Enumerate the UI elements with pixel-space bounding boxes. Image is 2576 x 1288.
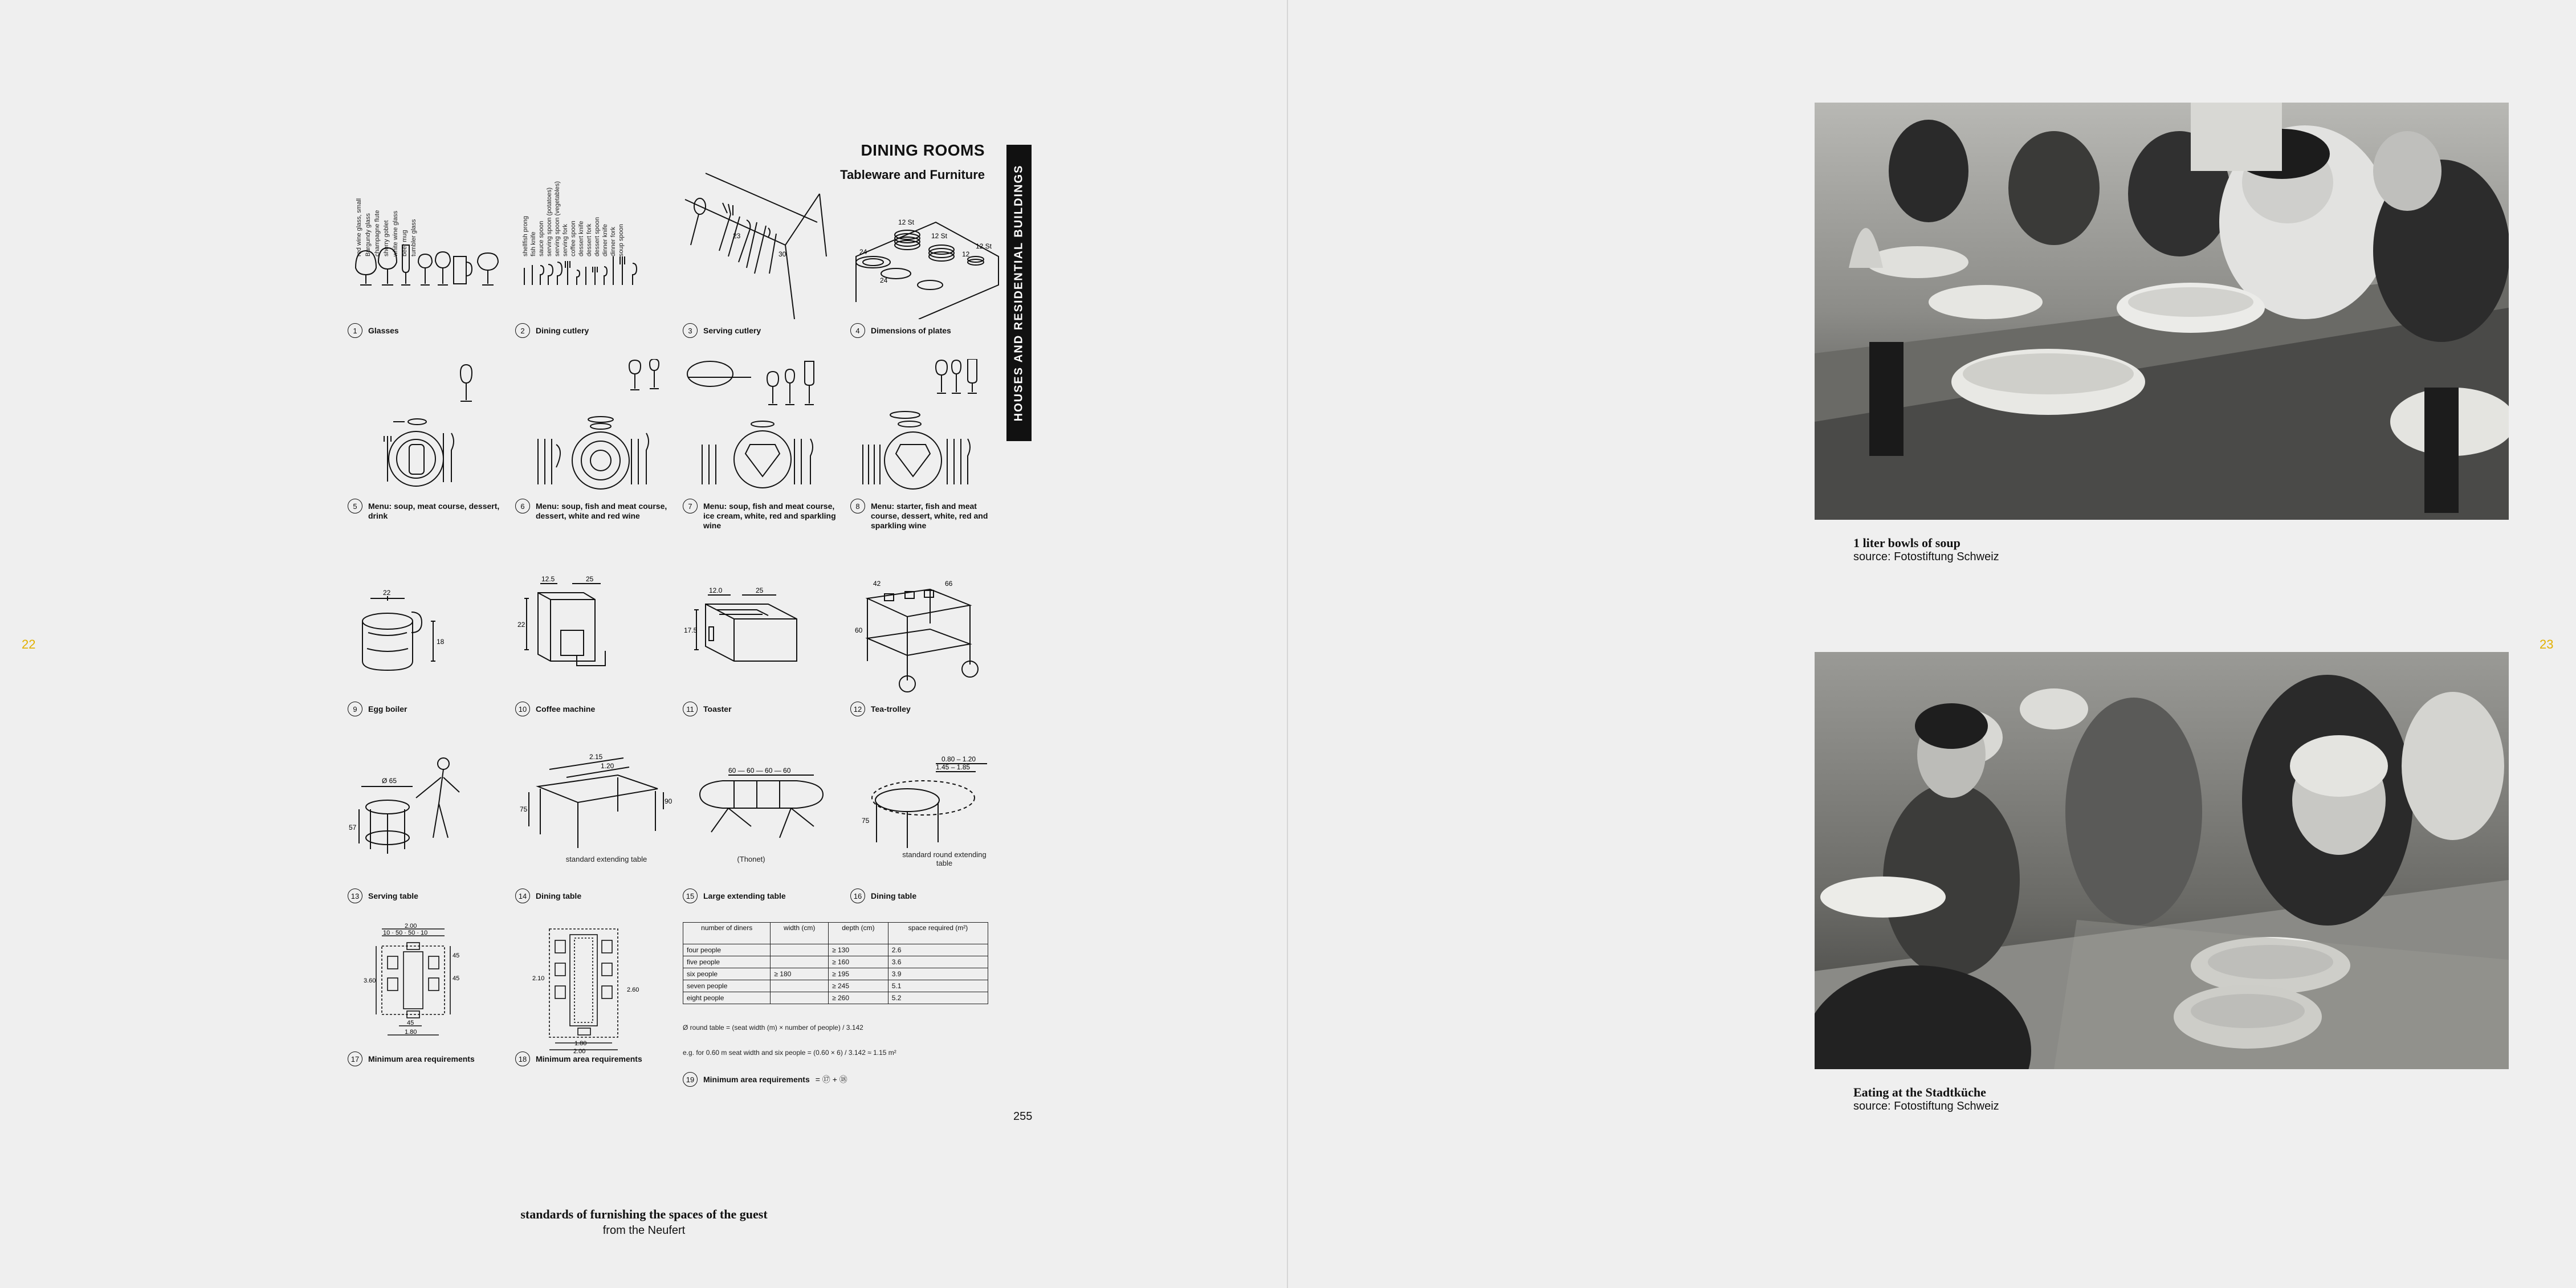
photo-stadtkueche-image [1815, 652, 2509, 1069]
area-plan-drawing [348, 923, 513, 1054]
area-plan-drawing [515, 923, 680, 1054]
coffee-machine-drawing [515, 576, 680, 701]
svg-text:2.60: 2.60 [627, 987, 639, 993]
svg-text:45: 45 [407, 1020, 414, 1026]
photo-stadtkueche [1815, 652, 2509, 1069]
svg-text:22: 22 [383, 589, 391, 597]
photo-caption-1 [1853, 536, 1999, 564]
figure-egg-boiler [348, 576, 513, 747]
side-tab-label: HOUSES AND RESIDENTIAL BUILDINGS [1012, 164, 1025, 422]
left-caption-title: standards of furnishing the spaces of the guest [520, 1207, 768, 1221]
cutlery-label: dessert knife [578, 221, 585, 256]
figure-area-requirements-17 [348, 923, 513, 1094]
cutlery-label: dessert spoon [594, 217, 601, 256]
figure-glasses [348, 171, 513, 342]
figure-caption: 4 Dimensions of plates [850, 326, 1004, 338]
svg-text:2.00: 2.00 [405, 923, 417, 930]
table-header: space required (m²) [888, 923, 988, 944]
svg-text:1.80: 1.80 [405, 1029, 417, 1036]
svg-text:22: 22 [517, 621, 525, 629]
svg-text:24: 24 [859, 248, 867, 256]
glass-label: beer mug [401, 230, 408, 256]
annotation-standard-extending: standard extending table [565, 855, 647, 863]
figure-caption: 5 Menu: soup, meat course, dessert, drink [348, 502, 502, 521]
figure-place-setting-8 [850, 359, 1016, 530]
figure-serving-table [348, 752, 513, 923]
svg-text:12.5: 12.5 [541, 576, 555, 583]
figure-caption: 15 Large extending table [683, 891, 837, 903]
glasses-drawing [348, 171, 513, 319]
figure-place-setting-6 [515, 359, 680, 530]
figure-caption: 6 Menu: soup, fish and meat course, dessert, white and red wine [515, 502, 669, 521]
figure-dining-cutlery [515, 171, 680, 342]
photo-soup-bowls [1815, 103, 2509, 520]
svg-text:18: 18 [437, 638, 445, 646]
svg-text:25: 25 [756, 586, 764, 594]
figure-caption: 14 Dining table [515, 891, 669, 903]
figure-caption: 9 Egg boiler [348, 704, 502, 716]
svg-text:Ø 65: Ø 65 [382, 777, 397, 785]
figure-caption: 12 Tea-trolley [850, 704, 1004, 716]
glass-label: red wine glass, small [356, 198, 362, 256]
page-number-right: 23 [2540, 637, 2554, 651]
glass-label: tumbler glass [410, 219, 417, 256]
svg-text:30: 30 [778, 250, 786, 258]
photo-source: source: Fotostiftung Schweiz [1853, 1100, 1999, 1112]
egg-boiler-drawing [348, 576, 513, 701]
figure-caption: 3 Serving cutlery [683, 326, 837, 338]
figure-coffee-machine [515, 576, 680, 747]
spread-divider [1287, 0, 1288, 1288]
svg-text:2.10: 2.10 [532, 975, 545, 982]
plates-drawing [850, 171, 1016, 319]
svg-text:12 St: 12 St [976, 242, 992, 250]
cutlery-label: dinner fork [610, 227, 617, 256]
figure-area-requirements-18 [515, 923, 680, 1094]
svg-text:12.0: 12.0 [709, 586, 723, 594]
svg-text:12 St: 12 St [931, 232, 948, 240]
serving-table-drawing [348, 752, 513, 889]
svg-text:42: 42 [873, 580, 881, 588]
cutlery-label: sauce spoon [538, 221, 545, 256]
photo-source: source: Fotostiftung Schweiz [1853, 551, 1999, 563]
scan-subtitle: Tableware and Furniture [840, 168, 985, 182]
place-setting-drawing [515, 359, 680, 496]
figure-caption: 1 Glasses [348, 326, 502, 338]
svg-text:17.5: 17.5 [684, 626, 698, 634]
svg-text:2.15: 2.15 [589, 753, 603, 761]
figure-caption: 2 Dining cutlery [515, 326, 669, 338]
svg-text:2.00: 2.00 [573, 1048, 586, 1054]
annotation-standard-round: standard round extending table [902, 850, 987, 867]
svg-text:10 · 50 · 50 · 10: 10 · 50 · 50 · 10 [383, 930, 428, 936]
scan-title: DINING ROOMS [861, 141, 985, 159]
neufert-scan [342, 137, 1049, 1134]
glass-label: Burgundy glass [365, 213, 372, 256]
svg-text:0.80 – 1.20: 0.80 – 1.20 [941, 755, 976, 763]
figure-caption: 17 Minimum area requirements [348, 1054, 502, 1066]
photo-title: Eating at the Stadtküche [1853, 1085, 1986, 1099]
svg-text:12: 12 [962, 250, 970, 258]
figure-caption: 11 Toaster [683, 704, 837, 716]
scan-page-number: 255 [1013, 1110, 1033, 1123]
svg-text:1.80: 1.80 [574, 1040, 587, 1047]
svg-text:75: 75 [862, 817, 870, 825]
table-row: five people ≥ 160 3.6 [683, 956, 988, 968]
figure-caption: 10 Coffee machine [515, 704, 669, 716]
figure-tea-trolley [850, 576, 1016, 747]
glass-label: sherry goblet [383, 220, 390, 256]
svg-text:1.45 – 1.85: 1.45 – 1.85 [936, 763, 971, 771]
cutlery-label: coffee spoon [570, 221, 577, 256]
glass-label: champagne flute [374, 210, 381, 256]
glass-label: white wine glass [392, 210, 399, 256]
svg-text:45: 45 [453, 975, 460, 982]
table-row: seven people ≥ 245 5.1 [683, 980, 988, 992]
figure-serving-cutlery [683, 171, 848, 342]
svg-text:25: 25 [586, 576, 594, 583]
round-table-drawing [850, 752, 1016, 889]
photo-title: 1 liter bowls of soup [1853, 536, 1960, 550]
left-caption-source: from the Neufert [602, 1224, 686, 1237]
svg-text:60 — 60 — 60 — 60: 60 — 60 — 60 — 60 [728, 767, 791, 775]
figure-place-setting-7 [683, 359, 848, 530]
place-setting-drawing [683, 359, 848, 496]
figure-plate-dimensions [850, 171, 1016, 342]
serving-cutlery-drawing [683, 171, 848, 319]
svg-text:57: 57 [349, 824, 357, 832]
toaster-drawing [683, 576, 848, 701]
figure-place-setting-5 [348, 359, 513, 530]
cutlery-label: dessert fork [586, 223, 593, 256]
svg-text:12 St: 12 St [898, 218, 915, 226]
cutlery-label: shellfish prong [522, 216, 529, 256]
figure-large-extending-table [683, 752, 848, 923]
dining-table-drawing [515, 752, 680, 889]
figure-caption: 13 Serving table [348, 891, 502, 903]
annotation-thonet: (Thonet) [737, 855, 765, 863]
figure-caption: 16 Dining table [850, 891, 1004, 903]
photo-soup-bowls-image [1815, 103, 2509, 520]
tea-trolley-drawing [850, 576, 1016, 701]
cutlery-label: dinner knife [602, 224, 609, 256]
space-requirements-table [683, 922, 988, 1004]
figure-caption: 18 Minimum area requirements [515, 1054, 669, 1066]
figure-round-dining-table [850, 752, 1016, 923]
svg-text:90: 90 [665, 797, 672, 805]
cutlery-label: fish knife [530, 231, 537, 256]
table-header: number of diners [683, 923, 771, 944]
table-header: depth (cm) [829, 923, 888, 944]
cutlery-label: serving fork [562, 224, 569, 256]
cutlery-label: soup spoon [618, 224, 625, 256]
svg-text:75: 75 [520, 805, 528, 813]
formula-round-table: Ø round table = (seat width (m) × number of people) / 3.142 [683, 1024, 863, 1032]
extending-table-drawing [683, 752, 848, 889]
table-row: eight people ≥ 260 5.2 [683, 992, 988, 1004]
figure-caption: 8 Menu: starter, fish and meat course, dessert, white, red and sparkling wine [850, 502, 1004, 531]
figure-caption: 19 Minimum area requirements = ⑰ + ⑱ [683, 1075, 911, 1087]
place-setting-drawing [850, 359, 1016, 496]
svg-text:1.20: 1.20 [601, 762, 614, 770]
figure-reference: = ⑰ + ⑱ [815, 1075, 847, 1084]
svg-text:24: 24 [880, 276, 888, 284]
cutlery-label: serving spoon (vegetables) [554, 181, 561, 256]
svg-text:45: 45 [453, 952, 460, 959]
table-row: four people ≥ 130 2.6 [683, 944, 988, 956]
svg-text:66: 66 [945, 580, 953, 588]
table-row: six people ≥ 180 ≥ 195 3.9 [683, 968, 988, 980]
svg-text:3.60: 3.60 [364, 977, 376, 984]
figure-toaster [683, 576, 848, 747]
table-header: width (cm) [771, 923, 829, 944]
photo-caption-2 [1853, 1085, 1999, 1114]
place-setting-drawing [348, 359, 513, 496]
cutlery-label: serving spoon (potatoes) [546, 187, 553, 256]
svg-text:60: 60 [855, 626, 863, 634]
figure-dining-table [515, 752, 680, 923]
formula-example: e.g. for 0.60 m seat width and six people = (0.60 × 6) / 3.142 ≈ 1.15 m² [683, 1049, 896, 1057]
page-number-left: 22 [22, 637, 36, 651]
cutlery-drawing [515, 171, 680, 319]
svg-text:23: 23 [733, 232, 741, 240]
figure-caption: 7 Menu: soup, fish and meat course, ice cream, white, red and sparkling wine [683, 502, 837, 531]
